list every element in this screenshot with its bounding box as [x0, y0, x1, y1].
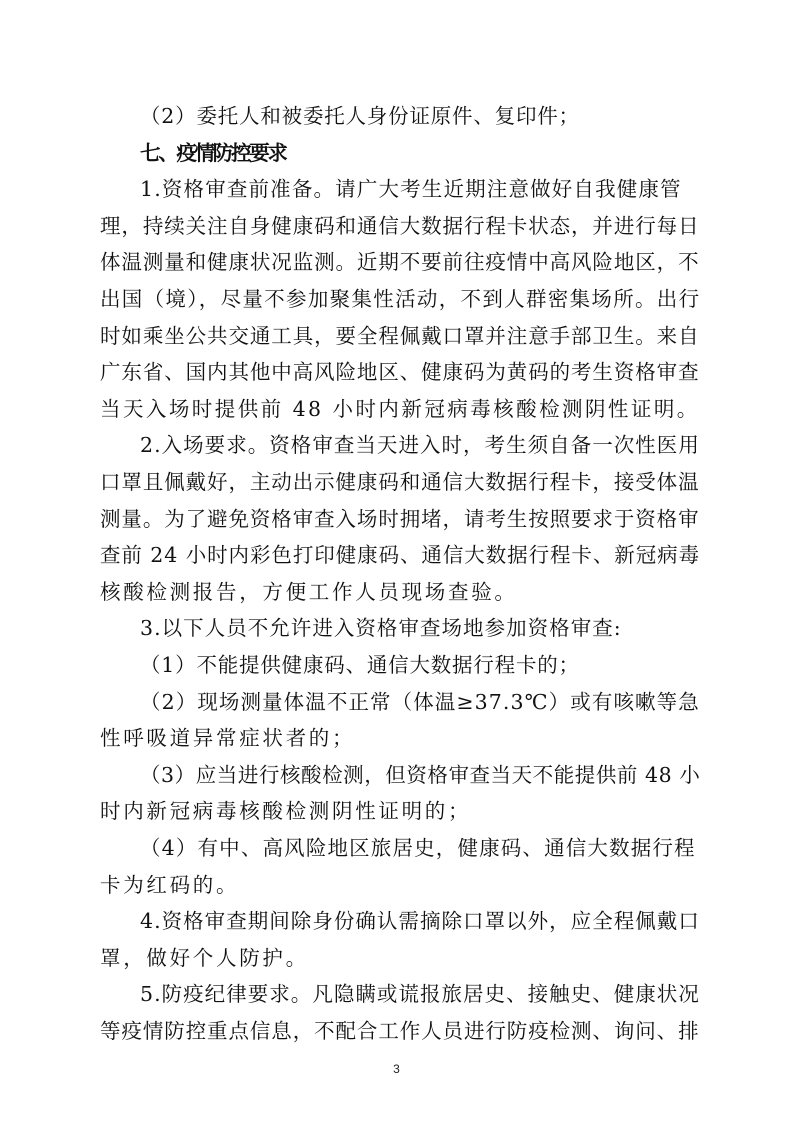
text-line: （2）现场测量体温不正常（体温≥37.3℃）或有咳嗽等急	[140, 689, 700, 714]
text-line: 当天入场时提供前 48 小时内新冠病毒核酸检测阴性证明。	[100, 396, 700, 421]
text-line: 3.以下人员不允许进入资格审查场地参加资格审查:	[140, 616, 622, 641]
text-line: 4.资格审查期间除身份确认需摘除口罩以外，应全程佩戴口	[140, 909, 700, 934]
text-line: 性呼吸道异常症状者的；	[100, 726, 356, 751]
text-line: （4）有中、高风险地区旅居史，健康码、通信大数据行程	[140, 836, 696, 860]
text-line: （3）应当进行核酸检测，但资格审查当天不能提供前 48 小	[140, 762, 701, 787]
section-heading: 七、疫情防控要求	[140, 140, 286, 165]
text-line: 2.入场要求。资格审查当天进入时，考生须自备一次性医用	[140, 433, 700, 458]
text-line: 口罩且佩戴好，主动出示健康码和通信大数据行程卡，接受体温	[100, 470, 700, 494]
text-line: 测量。为了避免资格审查入场时拥堵，请考生按照要求于资格审	[100, 506, 700, 531]
page-number: 3	[393, 1062, 400, 1076]
text-line: （1）不能提供健康码、通信大数据行程卡的；	[140, 653, 580, 677]
text-line: 卡为红码的。	[100, 872, 240, 897]
text-line: 查前 24 小时内彩色打印健康码、通信大数据行程卡、新冠病毒	[100, 543, 701, 568]
text-line: 广东省、国内其他中高风险地区、健康码为黄码的考生资格审查	[100, 360, 700, 385]
text-line: 等疫情防控重点信息，不配合工作人员进行防疫检测、询问、排	[100, 1019, 700, 1043]
text-line: 出国（境），尽量不参加聚集性活动，不到人群密集场所。出行	[100, 287, 701, 311]
text-line: 理，持续关注自身健康码和通信大数据行程卡状态，并进行每日	[100, 213, 700, 238]
text-line: 5.防疫纪律要求。凡隐瞒或谎报旅居史、接触史、健康状况	[140, 982, 700, 1007]
text-line: 体温测量和健康状况监测。近期不要前往疫情中高风险地区，不	[100, 250, 700, 275]
text-line: 时内新冠病毒核酸检测阴性证明的；	[100, 799, 472, 824]
text-line: （2）委托人和被委托人身份证原件、复印件；	[140, 104, 580, 128]
text-line: 1.资格审查前准备。请广大考生近期注意做好自我健康管	[140, 177, 682, 202]
text-line: 罩，做好个人防护。	[100, 945, 309, 970]
text-line: 核酸检测报告，方便工作人员现场查验。	[100, 579, 518, 604]
text-line: 时如乘坐公共交通工具，要全程佩戴口罩并注意手部卫生。来自	[100, 323, 700, 348]
